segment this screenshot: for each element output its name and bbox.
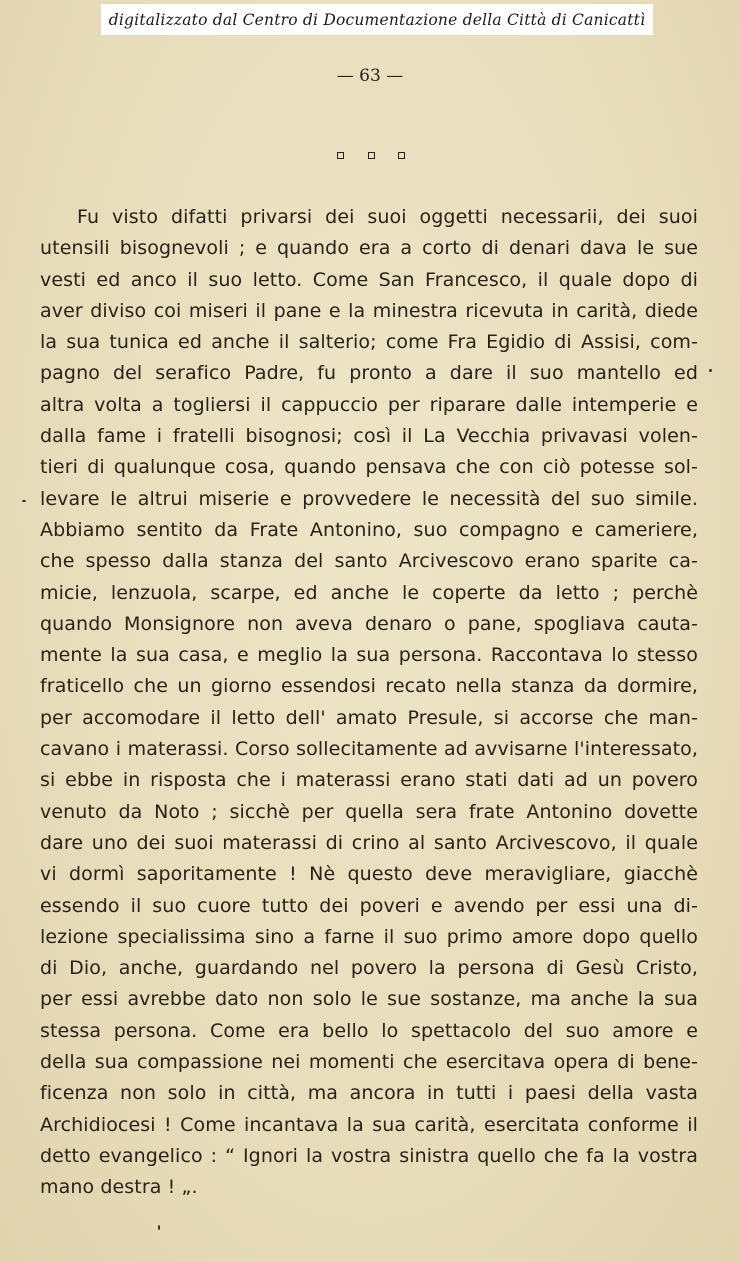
text-line: per accomodare il letto dell' amato Presule, si accorse che man- [40, 706, 698, 729]
text-line: utensili bisognevoli ; e quando era a corto di denari dava le sue [40, 237, 698, 260]
text-line: pagno del serafico Padre, fu pronto a dare il suo mantello ed [40, 362, 698, 385]
text-line: si ebbe in risposta che i materassi erano stati dati ad un povero [40, 769, 698, 792]
text-line: di Dio, anche, guardando nel povero la persona di Gesù Cristo, [40, 957, 698, 980]
text-line: per essi avrebbe dato non solo le sue sostanze, ma anche la sua [40, 988, 698, 1011]
ornament-square-icon [398, 152, 405, 159]
paper-speck [158, 1225, 160, 1230]
text-line: ficenza non solo in città, ma ancora in tutti i paesi della vasta [40, 1082, 698, 1105]
paper-speck [709, 369, 712, 372]
text-line: venuto da Noto ; sicchè per quella sera frate Antonino dovette [40, 800, 698, 823]
text-line: levare le altrui miserie e provvedere le necessità del suo simile. [40, 487, 698, 510]
text-line: lezione specialissima sino a farne il suo primo amore dopo quello [40, 925, 698, 948]
text-line: vi dormì saporitamente ! Nè questo deve meravigliare, giacchè [40, 863, 698, 886]
text-line: altra volta a togliersi il cappuccio per riparare dalle intemperie e [40, 393, 698, 416]
text-line: Fu visto difatti privarsi dei suoi oggetti necessarii, dei suoi [77, 206, 698, 228]
text-line: stessa persona. Come era bello lo spettacolo del suo amore e [40, 1019, 698, 1042]
text-line: della sua compassione nei momenti che esercitava opera di bene- [40, 1051, 698, 1074]
text-line: che spesso dalla stanza del santo Arcivescovo erano sparite ca- [40, 550, 698, 573]
text-line: tieri di qualunque cosa, quando pensava che con ciò potesse sol- [40, 456, 698, 479]
ornament-square-icon [368, 152, 375, 159]
ornament-square-icon [337, 152, 344, 159]
body-paragraph [40, 202, 698, 1204]
text-line: vesti ed anco il suo letto. Come San Francesco, il quale dopo di [40, 268, 698, 291]
text-line: mente la sua casa, e meglio la sua persona. Raccontava lo stesso [40, 644, 698, 667]
page-number: — 63 — [336, 66, 404, 86]
text-line: detto evangelico : “ Ignori la vostra sinistra quello che fa la vostra [40, 1144, 698, 1167]
text-line: quando Monsignore non aveva denaro o pane, spogliava cauta- [40, 612, 698, 635]
text-line: Archidiocesi ! Come incantava la sua carità, esercitata conforme il [40, 1113, 698, 1136]
text-line: mano destra ! „. [40, 1176, 198, 1199]
paper-speck [22, 500, 26, 502]
text-line: dalla fame i fratelli bisognosi; così il La Vecchia privavasi volen- [40, 425, 698, 448]
text-line: fraticello che un giorno essendosi recato nella stanza da dormire, [40, 675, 698, 698]
text-line: dare uno dei suoi materassi di crino al santo Arcivescovo, il quale [40, 831, 698, 854]
text-line: aver diviso coi miseri il pane e la minestra ricevuta in carità, diede [40, 299, 698, 322]
text-line: Abbiamo sentito da Frate Antonino, suo compagno e cameriere, [40, 518, 698, 541]
text-line: micie, lenzuola, scarpe, ed anche le coperte da letto ; perchè [40, 581, 698, 604]
text-line: la sua tunica ed anche il salterio; come Fra Egidio di Assisi, com- [40, 331, 698, 354]
text-line: essendo il suo cuore tutto dei poveri e avendo per essi una di- [40, 894, 698, 917]
section-ornament [337, 149, 405, 161]
digitization-watermark: digitalizzato dal Centro di Documentazione della Città di Canicattì [101, 4, 653, 35]
text-line: cavano i materassi. Corso sollecitamente ad avvisarne l'interessato, [40, 738, 698, 761]
